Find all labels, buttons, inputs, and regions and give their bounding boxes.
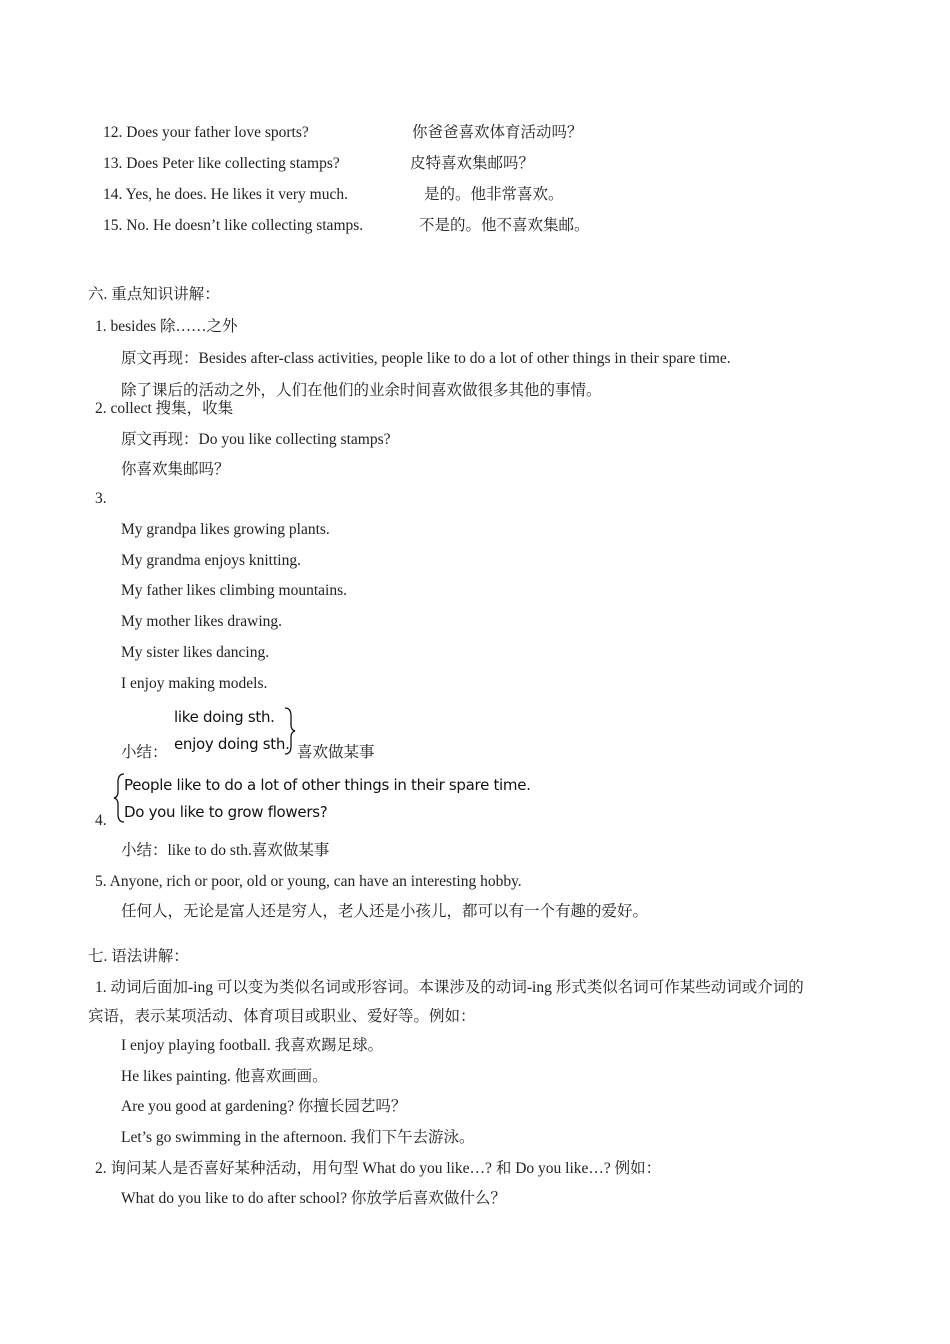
section6-heading: 六. 重点知识讲解：: [88, 286, 220, 303]
section7-heading: 七. 语法讲解：: [88, 948, 189, 965]
vocab-zh-13: 皮特喜欢集邮吗？: [410, 155, 535, 172]
summary-item-enjoy-doing: enjoy doing sth.: [174, 735, 290, 753]
grammar2-example: What do you like to do after school? 你放学后喜欢做什么？: [121, 1190, 506, 1207]
point1-translation: 除了课后的活动之外，人们在他们的业余时间喜欢做很多其他的事情。: [121, 382, 602, 399]
point2-translation: 你喜欢集邮吗？: [121, 461, 230, 478]
point2-title: 2. collect 搜集，收集: [95, 400, 234, 417]
point3-example: My grandpa likes growing plants.: [121, 521, 330, 538]
vocab-en-12: 12. Does your father love sports?: [103, 124, 309, 141]
grammar1-example: He likes painting. 他喜欢画画。: [121, 1068, 328, 1085]
grammar1-line1: 1. 动词后面加-ing 可以变为类似名词或形容词。本课涉及的动词-ing 形式类似名词可作某些动词或介词的: [95, 979, 804, 996]
point1-title: 1. besides 除……之外: [95, 318, 238, 335]
summary-item-like-doing: like doing sth.: [174, 708, 275, 726]
point3-example: My sister likes dancing.: [121, 644, 270, 661]
point5-translation: 任何人，无论是富人还是穷人，老人还是小孩儿，都可以有一个有趣的爱好。: [121, 903, 649, 920]
vocab-en-15: 15. No. He doesn’t like collecting stamps.: [103, 217, 364, 234]
point3-example: My father likes climbing mountains.: [121, 582, 348, 599]
vocab-zh-14: 是的。他非常喜欢。: [424, 186, 564, 203]
point1-original: 原文再现：Besides after-class activities, people like to do a lot of other things in their spare time.: [121, 350, 731, 367]
point3-number: 3.: [95, 490, 107, 507]
point5-title: 5. Anyone, rich or poor, old or young, can have an interesting hobby.: [95, 873, 522, 890]
point4-sentence: Do you like to grow flowers?: [124, 803, 328, 821]
vocab-en-13: 13. Does Peter like collecting stamps?: [103, 155, 340, 172]
summary-label: 小结：: [121, 744, 168, 761]
point4-summary: 小结：like to do sth.喜欢做某事: [121, 842, 330, 859]
point4-sentence: People like to do a lot of other things in their spare time.: [124, 776, 531, 794]
point3-example: My grandma enjoys knitting.: [121, 552, 301, 569]
summary-meaning: 喜欢做某事: [297, 744, 375, 761]
vocab-en-14: 14. Yes, he does. He likes it very much.: [103, 186, 348, 203]
vocab-zh-12: 你爸爸喜欢体育活动吗？: [412, 124, 583, 141]
point4-number: 4.: [95, 812, 107, 829]
point2-original: 原文再现：Do you like collecting stamps?: [121, 431, 391, 448]
point3-example: My mother likes drawing.: [121, 613, 283, 630]
grammar1-example: I enjoy playing football. 我喜欢踢足球。: [121, 1037, 384, 1054]
grammar1-line2: 宾语，表示某项活动、体育项目或职业、爱好等。例如：: [88, 1008, 476, 1025]
vocab-zh-15: 不是的。他不喜欢集邮。: [419, 217, 590, 234]
grammar1-example: Let’s go swimming in the afternoon. 我们下午去游泳。: [121, 1129, 475, 1146]
right-brace-icon: [283, 706, 297, 756]
point3-example: I enjoy making models.: [121, 675, 268, 692]
grammar2-line: 2. 询问某人是否喜好某种活动，用句型 What do you like…? 和 Do you like…? 例如：: [95, 1160, 662, 1177]
grammar1-example: Are you good at gardening? 你擅长园艺吗？: [121, 1098, 407, 1115]
